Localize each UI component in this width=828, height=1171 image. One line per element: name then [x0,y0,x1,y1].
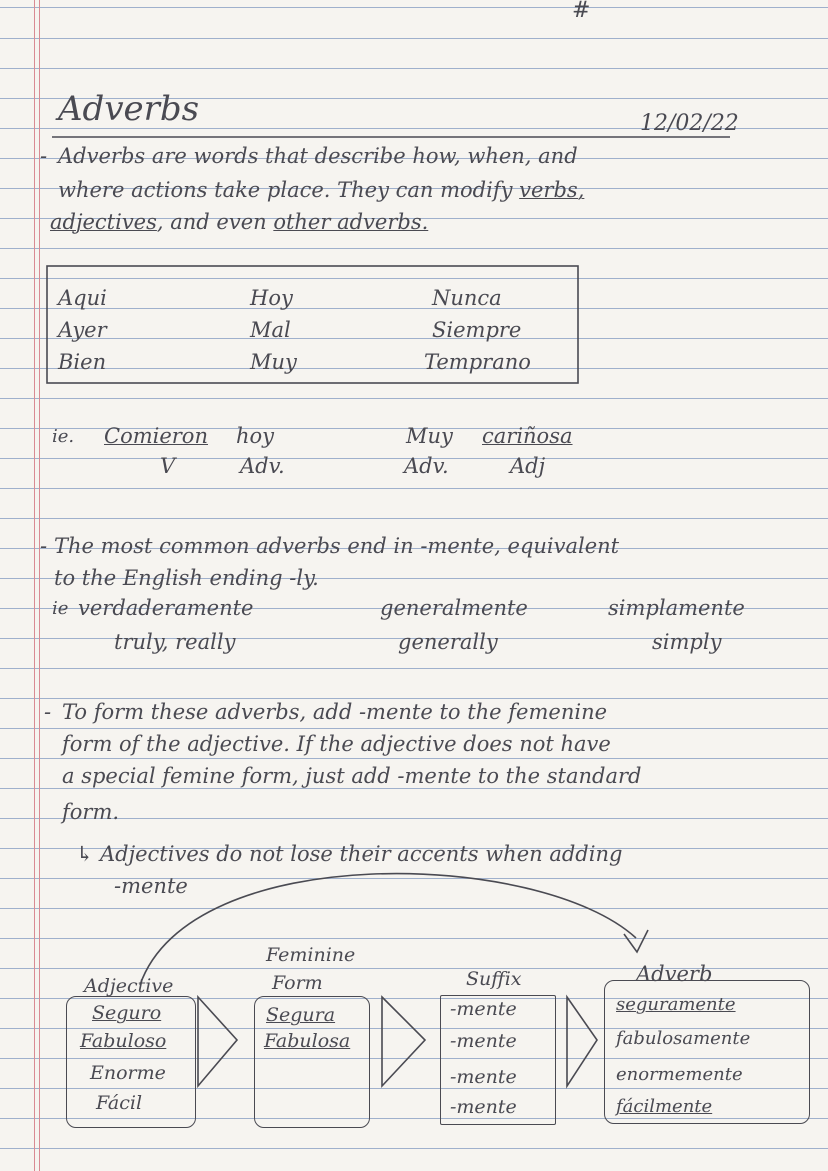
mente-prefix: ie [52,598,69,619]
formation-note-line-1: Adjectives do not lose their accents when adding [100,842,623,866]
adverb-item: fácilmente [616,1096,713,1117]
page-mark: # [572,0,591,23]
page-date: 12/02/22 [640,111,739,136]
formation-line-2: form of the adjective. If the adjective does not have [62,732,611,756]
formation-note-line-2: -mente [114,874,188,898]
suffix-item: -mente [450,1096,517,1118]
header-feminine: Feminine [266,944,356,966]
word-temprano: Temprano [424,350,531,374]
word-nunca: Nunca [432,286,502,310]
mente-example-spanish: verdaderamente [78,596,254,620]
formation-bullet: - [44,700,52,724]
example-1-adverb-tag: Adv. [240,454,285,478]
word-ayer: Ayer [58,318,107,342]
header-adjective: Adjective [84,975,174,997]
mente-example-english: truly, really [114,630,236,654]
mente-example-spanish: generalmente [380,596,528,620]
word-siempre: Siempre [432,318,522,342]
header-suffix: Suffix [466,968,522,990]
feminine-item: Fabulosa [264,1030,351,1052]
suffix-item: -mente [450,998,517,1020]
mente-bullet: - [40,534,48,558]
mente-example-english: simply [652,630,722,654]
curved-arrow-head-icon [624,930,648,952]
adverb-item: seguramente [616,994,736,1015]
example-2-adjective: cariñosa [482,424,573,448]
mente-line-2: to the English ending -ly. [54,566,319,590]
mente-example-english: generally [398,630,498,654]
mente-line-1: The most common adverbs end in -mente, equivalent [54,534,620,558]
curved-arrow [140,874,636,985]
examples-prefix: ie. [52,426,75,447]
feminine-item: Segura [266,1004,336,1026]
adjective-item: Fabuloso [80,1030,167,1052]
adverb-item: fabulosamente [616,1028,751,1049]
formation-line-3: a special femine form, just add -mente to the standard [62,764,642,788]
header-form: Form [272,972,323,994]
chevron-right-icon [567,997,597,1086]
mente-example-spanish: simplamente [608,596,745,620]
formation-line-1: To form these adverbs, add -mente to the femenine [62,700,608,724]
adverb-item: enormemente [616,1064,743,1085]
chevron-right-icon [382,997,425,1086]
chevron-right-icon [198,997,237,1086]
adjective-item: Enorme [90,1062,166,1084]
formation-note-arrow: ↳ [76,842,94,866]
example-1-verb-tag: V [160,454,176,478]
example-2-adjective-tag: Adj [510,454,546,478]
word-muy: Muy [250,350,297,374]
suffix-item: -mente [450,1030,517,1052]
definition-bullet: - [40,144,48,168]
definition-line-1: Adverbs are words that describe how, when, and [58,144,578,168]
word-bien: Bien [58,350,107,374]
header-adverb: Adverb [636,962,713,986]
example-2-adverb: Muy [406,424,453,448]
adjective-item: Seguro [92,1002,162,1024]
example-2-adverb-tag: Adv. [404,454,449,478]
suffix-item: -mente [450,1066,517,1088]
page-title: Adverbs [58,89,200,129]
word-mal: Mal [250,318,291,342]
definition-line-2: where actions take place. They can modify verbs, [58,178,585,202]
example-1-verb: Comieron [104,424,208,448]
formation-line-4: form. [62,800,120,824]
word-hoy: Hoy [250,286,293,310]
example-1-adverb: hoy [236,424,275,448]
definition-line-3: adjectives, and even other adverbs. [50,210,429,234]
word-aqui: Aqui [58,286,107,310]
adjective-item: Fácil [96,1092,143,1114]
